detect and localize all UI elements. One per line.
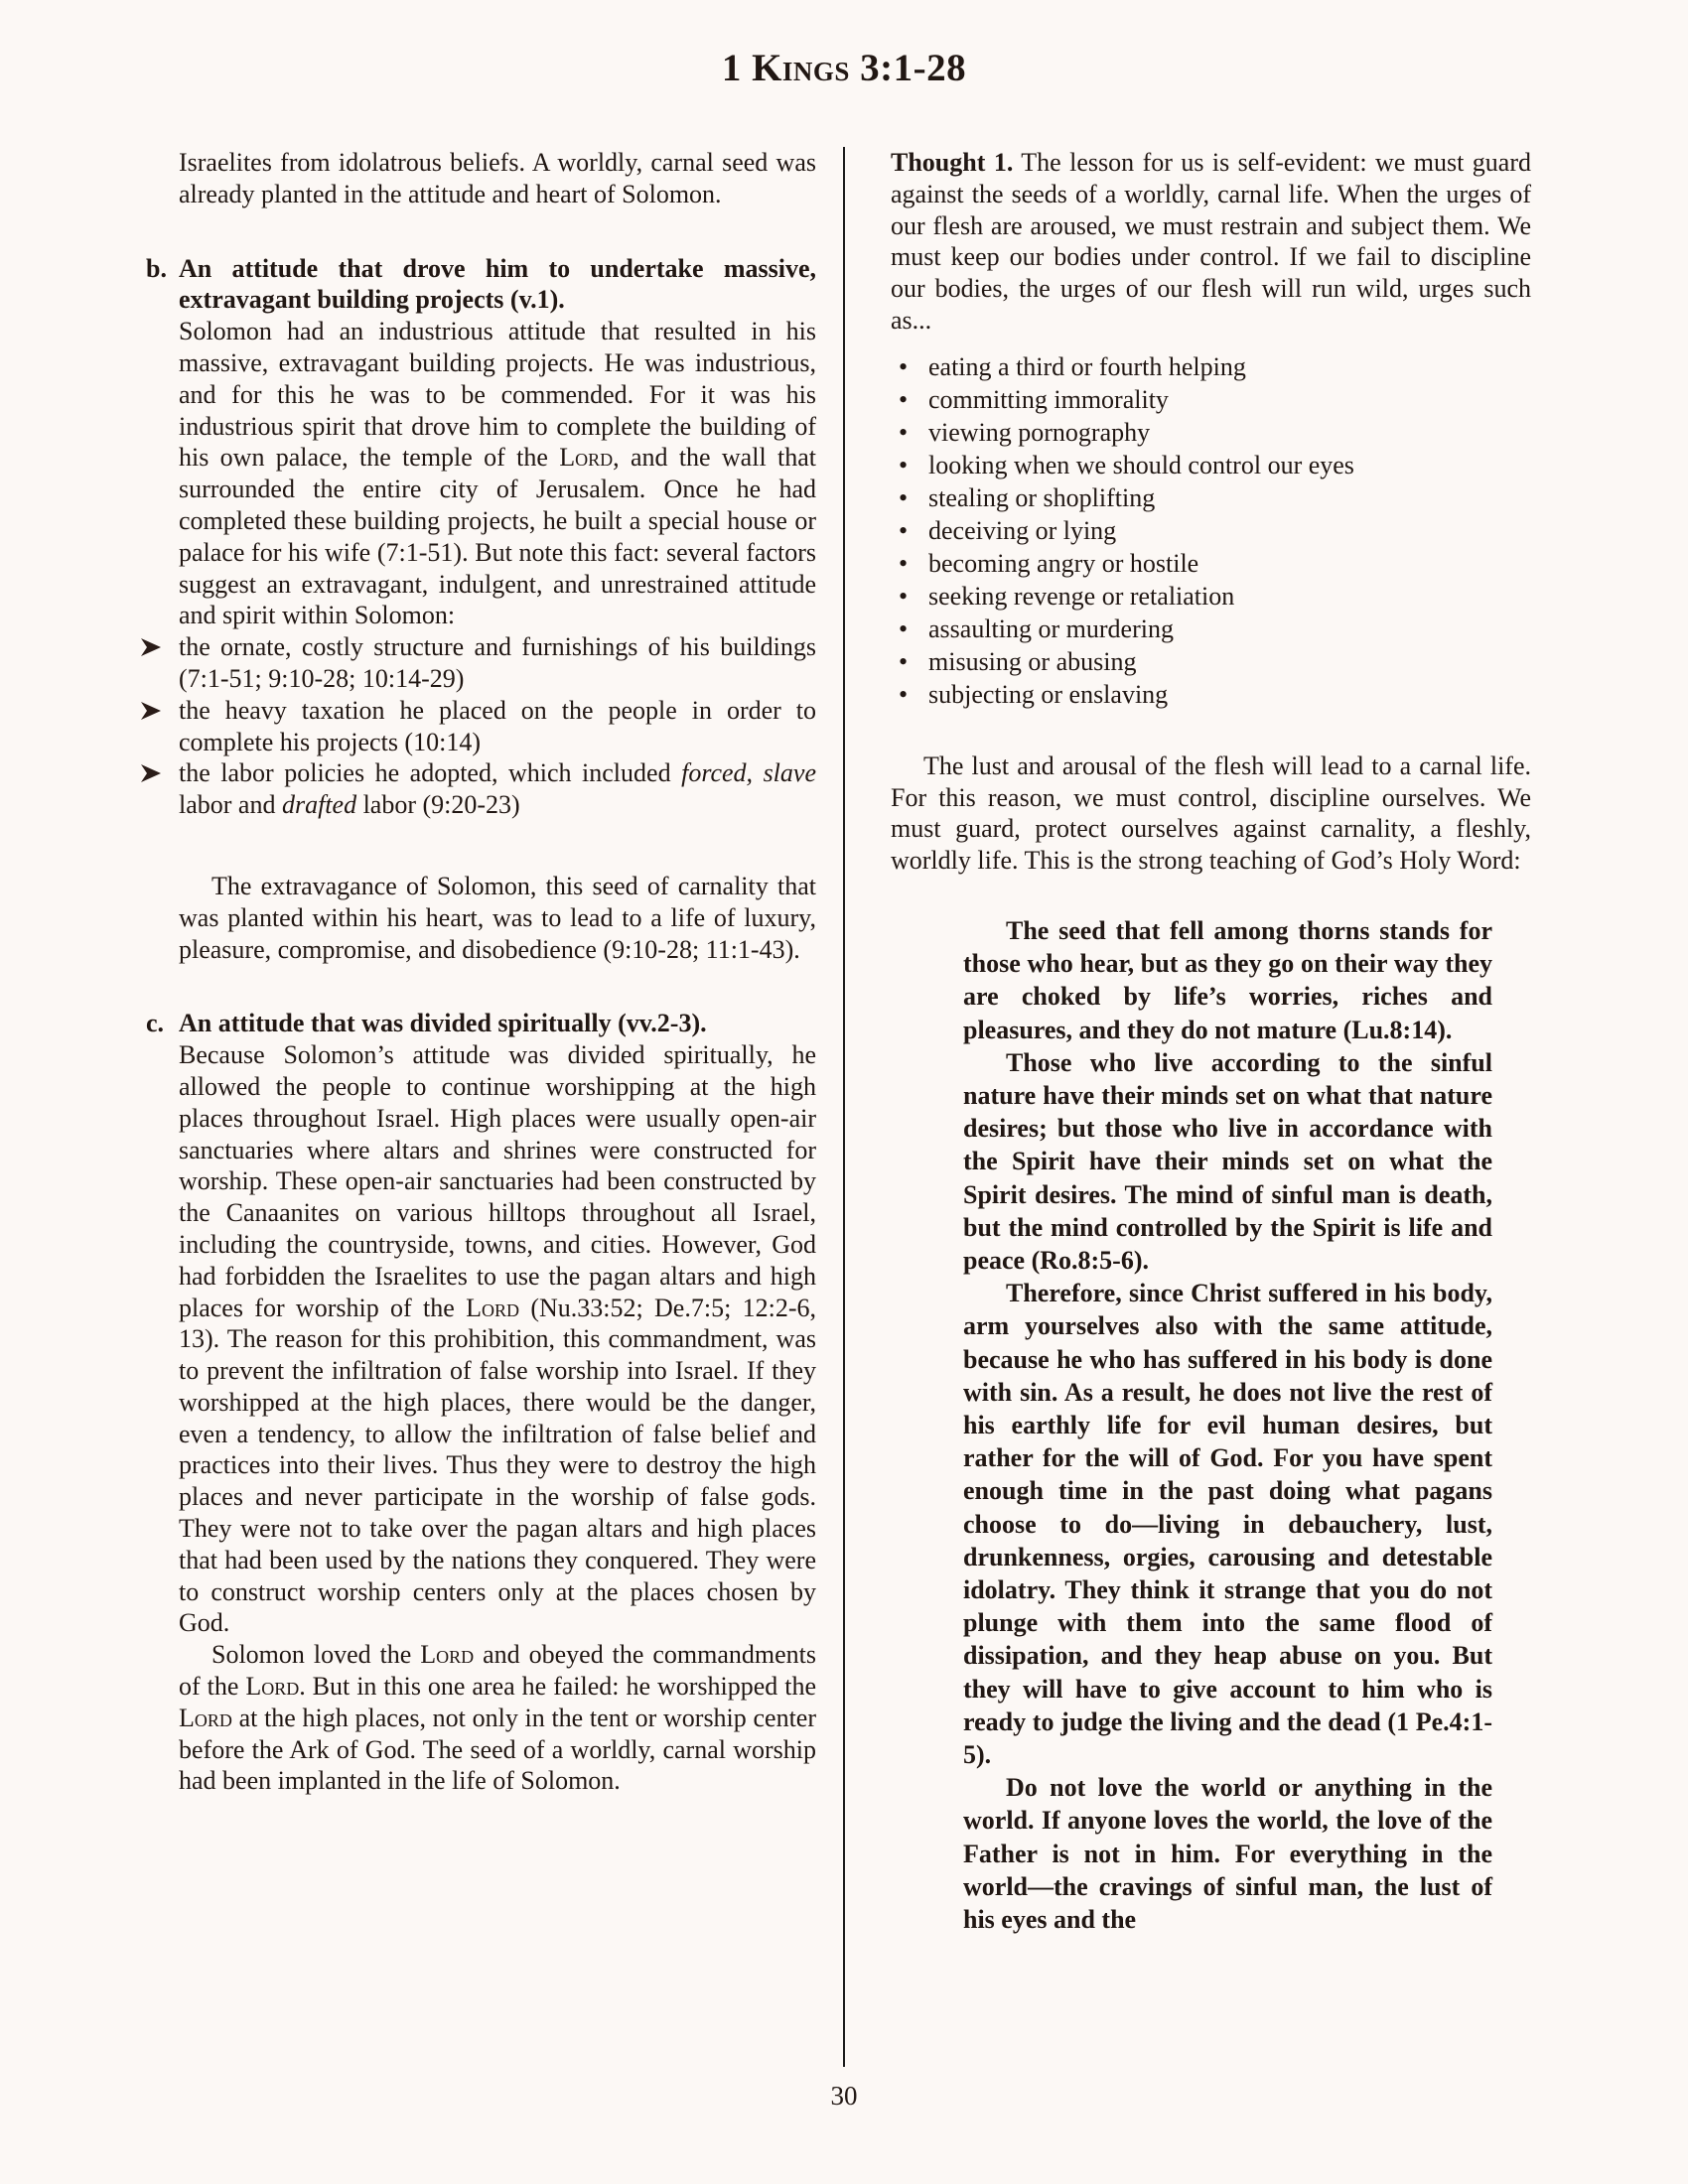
- list-item: [891, 383, 1531, 416]
- factor-list: [179, 631, 816, 821]
- lust-paragraph: The lust and arousal of the flesh will lead to a carnal life. For this reason, we must control, discipline ourselves. We must guard, protect ourselves against carnality, a fleshly, worldly life. This is the strong teaching of God’s Holy Word:: [891, 751, 1531, 876]
- list-item: [179, 631, 816, 695]
- section-b-body: Solomon had an industrious attitude that resulted in his massive, extravagant building projects. He was industrious, and for this he was to be commended. For it was his industrious spirit that drove him to complete the building of his own palace, the temple of the Lord, and the wall that surrounded the entire city of Jerusalem. Once he had completed these building projects, he built a special house or palace for his wife (7:1-51). But note this fact: several factors suggest an extravagant, indulgent, and unrestrained attitude and spirit within Solomon:: [179, 317, 816, 630]
- list-item: [891, 416, 1531, 449]
- list-item: [891, 514, 1531, 547]
- list-item: [891, 678, 1531, 711]
- left-column: [146, 147, 816, 1797]
- list-item: [891, 613, 1531, 645]
- list-item: [891, 350, 1531, 383]
- dot-bullet-icon: •: [899, 384, 909, 414]
- list-item-text: eating a third or fourth helping: [928, 351, 1246, 381]
- list-item-text: viewing pornography: [928, 417, 1151, 447]
- list-item: [179, 757, 816, 821]
- list-item-text: the ornate, costly structure and furnishings of his buildings (7:1-51; 9:10-28; 10:14-29): [179, 632, 816, 693]
- section-c-heading: [146, 1008, 816, 1039]
- list-item: [891, 547, 1531, 580]
- page-number: 30: [830, 2081, 858, 2111]
- list-item: [179, 695, 816, 758]
- dot-bullet-icon: •: [899, 351, 909, 381]
- dot-bullet-icon: •: [899, 450, 909, 479]
- list-item-text: becoming angry or hostile: [928, 548, 1199, 578]
- list-item-text: stealing or shoplifting: [928, 482, 1156, 512]
- section-b-closing-paragraph: The extravagance of Solomon, this seed of carnality that was planted within his heart, was to lead to a life of luxury, pleasure, compromise, and disobedience (9:10-28; 11:1-43).: [179, 871, 816, 964]
- dot-bullet-icon: •: [899, 581, 909, 611]
- arrow-bullet-icon: [139, 700, 163, 722]
- dot-bullet-icon: •: [899, 482, 909, 512]
- list-item-text: looking when we should control our eyes: [928, 450, 1354, 479]
- dot-bullet-icon: •: [899, 417, 909, 447]
- list-item-text: subjecting or enslaving: [928, 679, 1169, 709]
- page-title: 1 Kings 3:1-28: [721, 47, 967, 89]
- dot-bullet-icon: •: [899, 646, 909, 676]
- list-item-text: committing immorality: [928, 384, 1169, 414]
- list-item-text: misusing or abusing: [928, 646, 1137, 676]
- section-c-heading-text: An attitude that was divided spiritually (vv.2-3).: [179, 1009, 707, 1038]
- list-item-text: deceiving or lying: [928, 515, 1117, 545]
- dot-bullet-icon: •: [899, 614, 909, 643]
- section-b-heading-text: An attitude that drove him to undertake massive, extravagant building projects (v.1).: [179, 253, 816, 315]
- section-b-label: b.: [146, 253, 167, 283]
- section-c-label: c.: [146, 1009, 165, 1038]
- section-b-heading: [146, 253, 816, 317]
- continuation-paragraph: Israelites from idolatrous beliefs. A worldly, carnal seed was already planted in the attitude and heart of Solomon.: [179, 148, 816, 208]
- dot-bullet-icon: •: [899, 548, 909, 578]
- section-c-body: Because Solomon’s attitude was divided spiritually, he allowed the people to continue worshipping at the high places throughout Israel. High places were usually open-air sanctuaries where altars and shrines were constructed for worship. These open-air sanctuaries had been constructed by the Canaanites on various hilltops throughout all Israel, including the countryside, towns, and cities. However, God had forbidden the Israelites to use the pagan altars and high places for worship of the Lord (Nu.33:52; De.7:5; 12:2-6, 13). The reason for this prohibition, this commandment, was to prevent the infiltration of false worship into Israel. If they worshipped at the high places, there would be the danger, even a tendency, to allow the infiltration of false belief and practices into their lives. Thus they were to destroy the high places and never participate in the worship of false gods. They were not to take over the pagan altars and high places that had been used by the nations they conquered. They were to construct worship centers only at the places chosen by God.: [179, 1040, 816, 1638]
- list-item: [891, 481, 1531, 514]
- section-c-closing-paragraph: Solomon loved the Lord and obeyed the commandments of the Lord. But in this one area he failed: he worshipped the Lord at the high places, not only in the tent or worship center before the Ark of God. The seed of a worldly, carnal worship had been implanted in the life of Solomon.: [179, 1640, 816, 1796]
- dot-bullet-icon: •: [899, 679, 909, 709]
- scripture-quote-block: [963, 914, 1492, 1936]
- list-item-text: seeking revenge or retaliation: [928, 581, 1235, 611]
- list-item: [891, 580, 1531, 613]
- list-item-text: assaulting or murdering: [928, 614, 1174, 643]
- scripture-quote: Therefore, since Christ suffered in his body, arm yourselves also with the same attitude, because he who has suffered in his body is done with sin. As a result, he does not live the rest of his earthly life for evil human desires, but rather for the will of God. For you have spent enough time in the past doing what pagans choose to do—living in debauchery, lust, drunkenness, orgies, carousing and detestable idolatry. They think it strange that you do not plunge with them into the same flood of dissipation, and they heap abuse on you. But they will have to give account to him who is ready to judge the living and the dead (1 Pe.4:1-5).: [963, 1279, 1492, 1770]
- arrow-bullet-icon: [139, 636, 163, 658]
- list-item-text: the labor policies he adopted, which included forced, slave labor and drafted labor (9:20-23): [179, 758, 816, 820]
- arrow-bullet-icon: [139, 762, 163, 784]
- scripture-quote: The seed that fell among thorns stands for those who hear, but as they go on their way they are choked by life’s worries, riches and pleasures, and they do not mature (Lu.8:14).: [963, 915, 1492, 1044]
- list-item-text: the heavy taxation he placed on the people in order to complete his projects (10:14): [179, 695, 816, 756]
- column-divider-rule: [843, 147, 845, 2067]
- urges-list: [891, 350, 1531, 711]
- thought-paragraph: Thought 1. The lesson for us is self-evident: we must guard against the seeds of a worldly, carnal life. When the urges of our flesh are aroused, we must restrain and subject them. We must keep our bodies under control. If we fail to discipline our bodies, the urges of our flesh will run wild, urges such as...: [891, 148, 1531, 335]
- list-item: [891, 449, 1531, 481]
- scripture-quote: Do not love the world or anything in the world. If anyone loves the world, the love of the Father is not in him. For everything in the world—the cravings of sinful man, the lust of his eyes and the: [963, 1773, 1492, 1935]
- right-column: [891, 147, 1531, 1936]
- dot-bullet-icon: •: [899, 515, 909, 545]
- list-item: [891, 645, 1531, 678]
- scripture-quote: Those who live according to the sinful nature have their minds set on what that nature desires; but those who live in accordance with the Spirit have their minds set on what the Spirit desires. The mind of sinful man is death, but the mind controlled by the Spirit is life and peace (Ro.8:5-6).: [963, 1047, 1492, 1275]
